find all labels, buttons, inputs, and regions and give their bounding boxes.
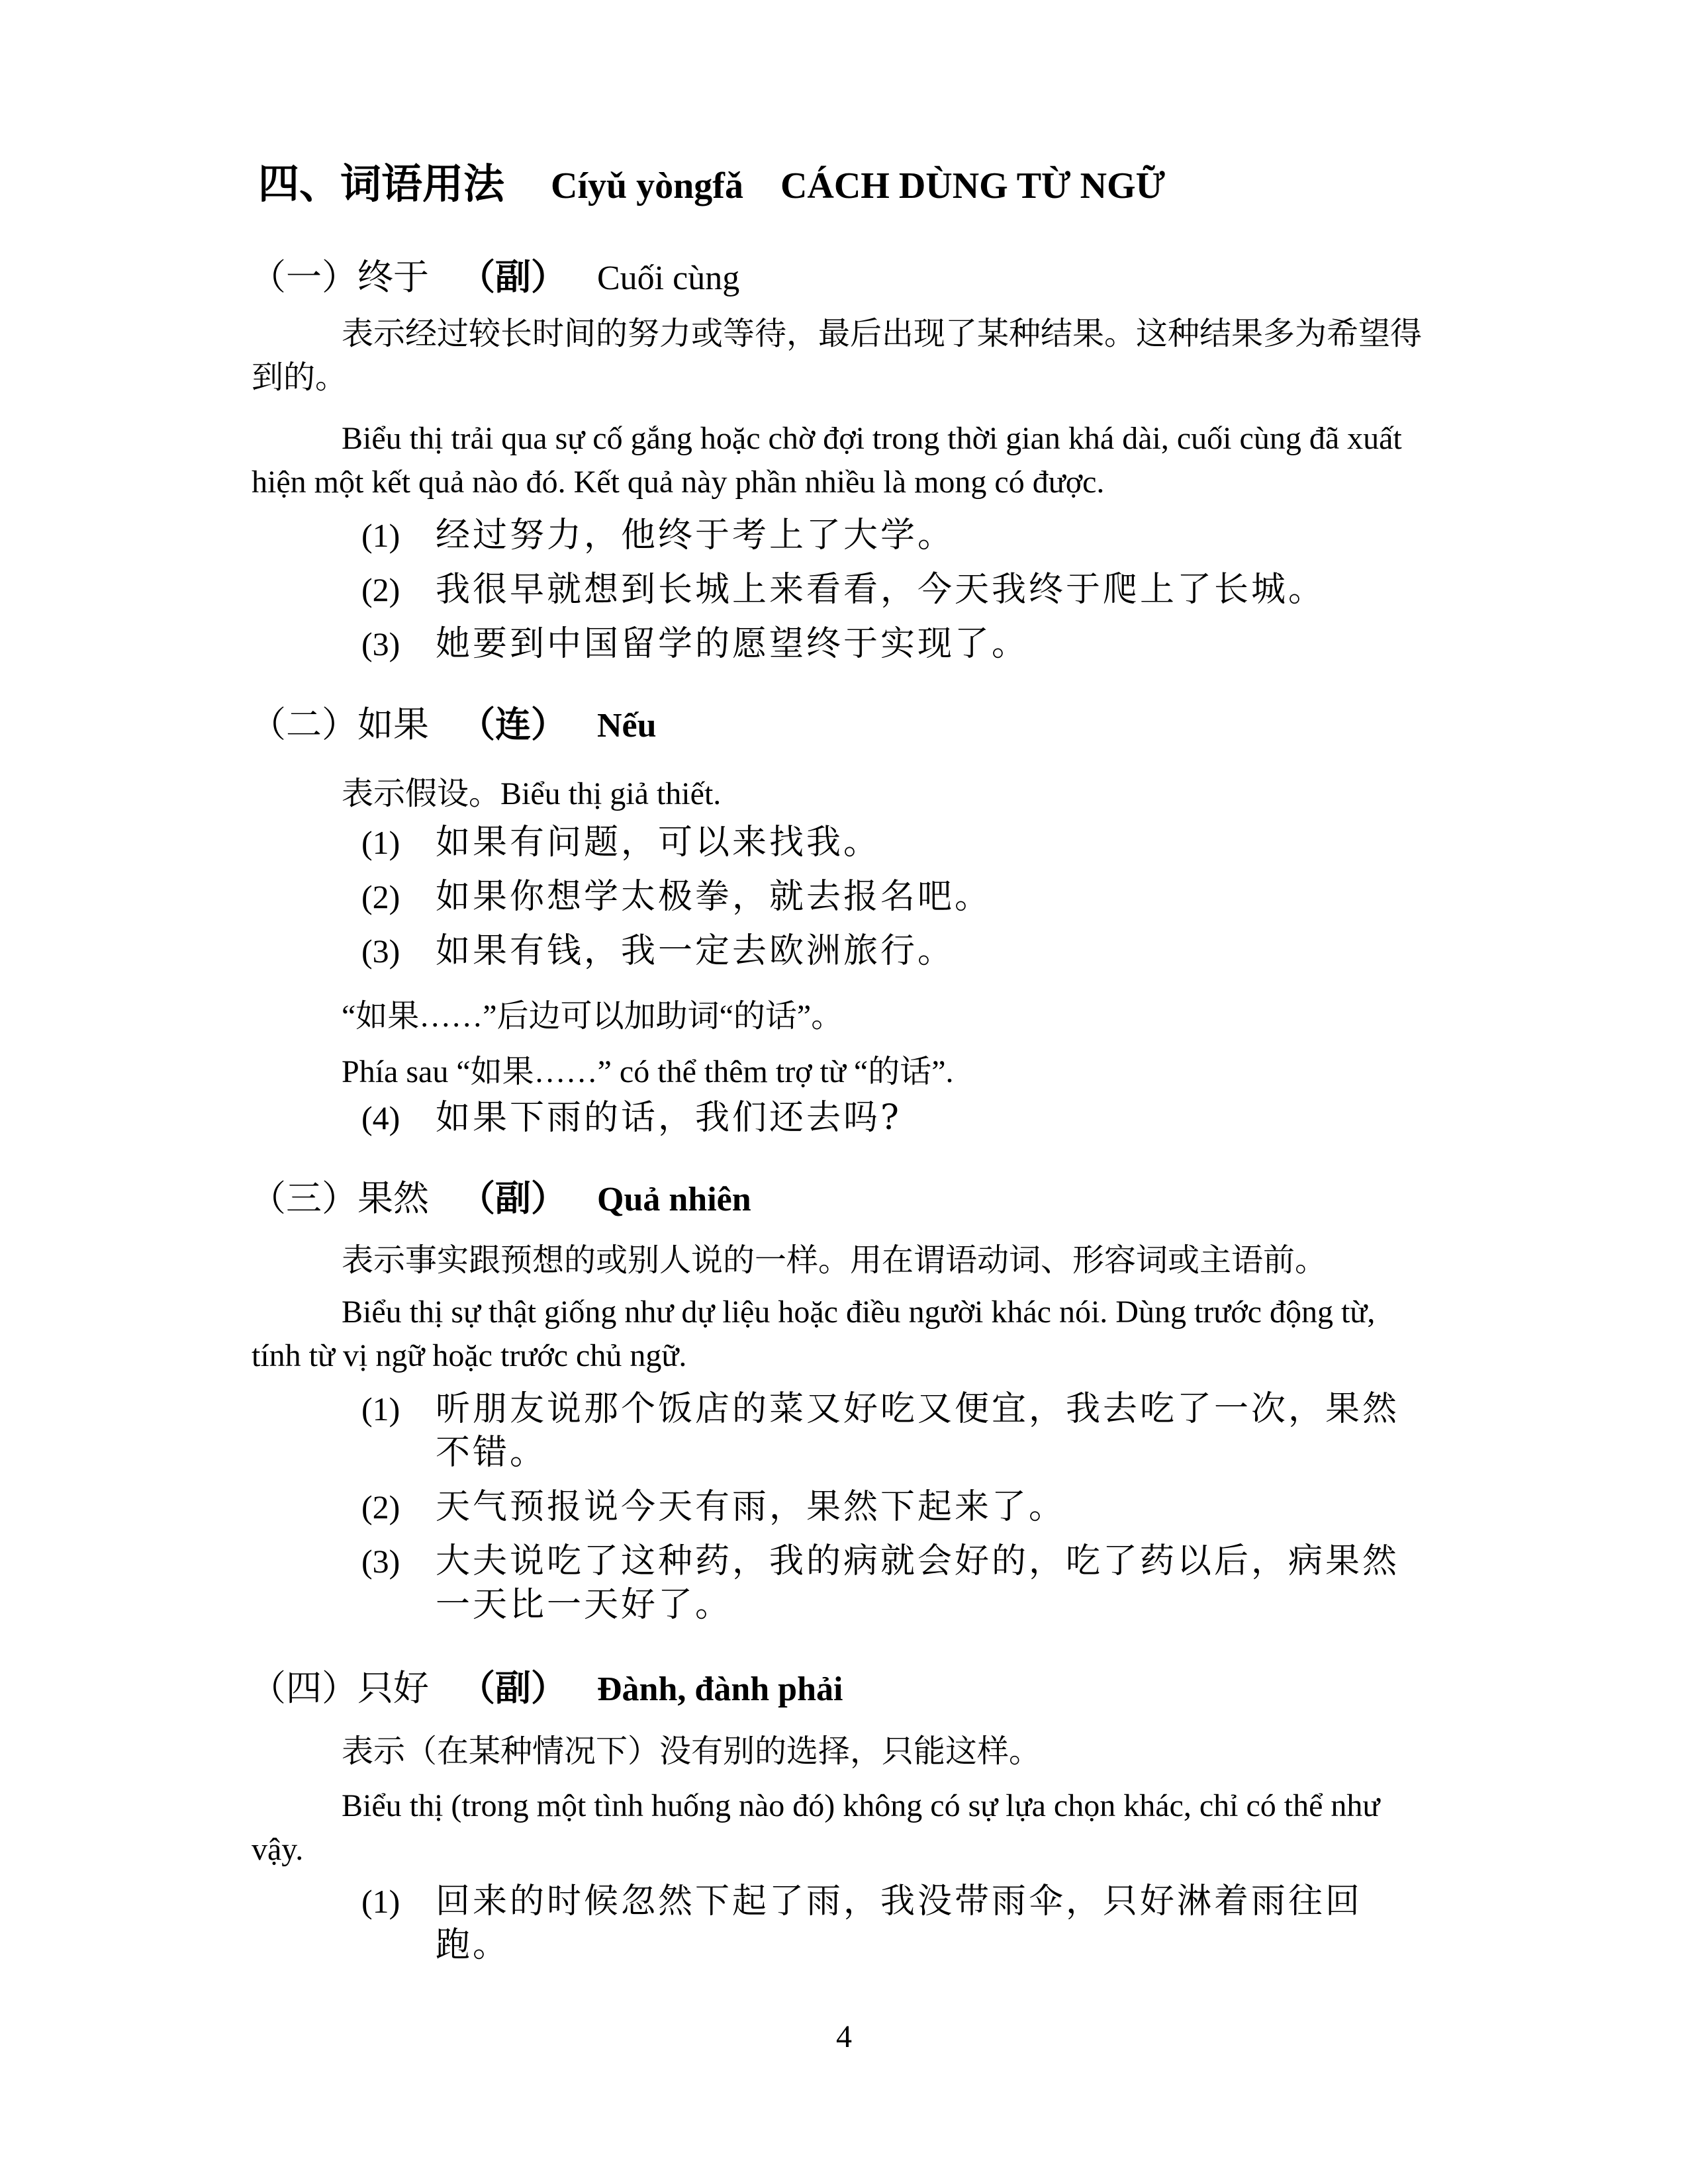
entry-meaning: Đành, đành phải [597,1670,843,1708]
example-item: (3) 大夫说吃了这种药，我的病就会好的，吃了药以后，病果然一天比一天好了。 [361,1541,1400,1625]
example-item: (2) 天气预报说今天有雨，果然下起来了。 [361,1487,1066,1527]
page-number: 4 [836,2019,852,2054]
title-pinyin: Cíyǔ yòngfǎ [551,165,743,206]
entry-meaning: Quả nhiên [597,1181,751,1218]
title-chinese: 四、词语用法 [258,159,505,208]
entry-description-vi: Biểu thị trải qua sự cố gắng hoặc chờ đợi trong thời gian khá dài, cuối cùng đã xuất hiện một kết quả nào đó. Kết quả này phần nhiều là mong có được. [252,421,1402,500]
example-item: (3) 她要到中国留学的愿望终于实现了。 [361,624,1029,664]
example-item: (2) 如果你想学太极拳，就去报名吧。 [361,877,992,917]
entry-pos: （副） [459,1667,567,1709]
section-title [258,151,1165,210]
entry-word: （二）如果 [250,704,429,745]
entry-description: 表示假设。Biểu thị giả thiết. [342,776,722,811]
entry-heading-zhongyu [250,249,739,300]
example-item: (1) 如果有问题，可以来找我。 [361,823,881,862]
usage-note-vi: Phía sau “如果……” có thể thêm trợ từ “的话”. [342,1054,954,1089]
example-item: (1) 回来的时候忽然下起了雨，我没带雨伞，只好淋着雨往回跑。 [361,1882,1363,1965]
title-vietnamese: CÁCH DÙNG TỪ NGỮ [780,165,1166,206]
example-item: (1) 经过努力，他终于考上了大学。 [361,516,955,555]
example-item: (1) 听朋友说那个饭店的菜又好吃又便宜，我去吃了一次，果然不错。 [361,1389,1400,1473]
entry-description-cn: 表示（在某种情况下）没有别的选择，只能这样。 [342,1734,1041,1769]
entry-word: （三）果然 [250,1177,429,1219]
entry-word: （四）只好 [250,1667,429,1709]
entry-description-cn: 表示经过较长时间的努力或等待，最后出现了某种结果。这种结果多为希望得到的。 [252,316,1423,395]
entry-word: （一）终于 [250,256,429,298]
entry-description-vi: Biểu thị sự thật giống như dự liệu hoặc điều người khác nói. Dùng trước động từ, tính từ vị ngữ hoặc trước chủ ngữ. [252,1295,1376,1373]
entry-heading-zhihao [250,1660,843,1711]
entry-meaning: Cuối cùng [597,259,740,297]
entry-heading-ruguo [250,696,657,747]
entry-heading-guoran [250,1170,751,1221]
example-item: (4) 如果下雨的话，我们还去吗? [361,1098,902,1138]
entry-pos: （副） [459,256,567,298]
entry-description-vi: Biểu thị (trong một tình huống nào đó) không có sự lựa chọn khác, chỉ có thể như vậy. [252,1788,1380,1867]
example-item: (2) 我很早就想到长城上来看看，今天我终于爬上了长城。 [361,570,1326,610]
entry-pos: （连） [459,704,567,745]
entry-pos: （副） [459,1177,567,1219]
entry-description-cn: 表示事实跟预想的或别人说的一样。用在谓语动词、形容词或主语前。 [342,1243,1327,1278]
usage-note-cn: “如果……”后边可以加助词“的话”。 [342,999,843,1034]
entry-meaning: Nếu [597,707,657,745]
example-item: (3) 如果有钱，我一定去欧洲旅行。 [361,931,955,971]
